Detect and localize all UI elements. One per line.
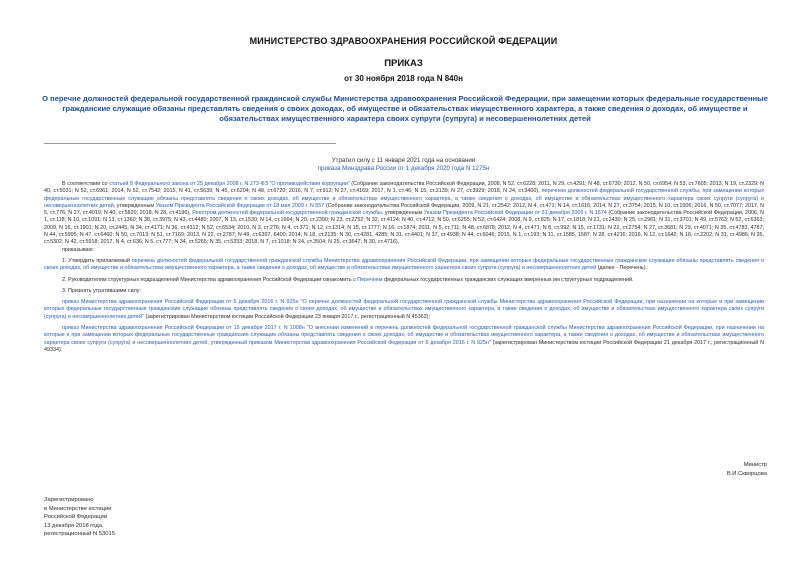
registration-line: регистрационный N 53015 — [44, 531, 115, 538]
item-2: 2. Руководителям структурных подразделений Министерства здравоохранения Российской Федерации ознакомить с Перечнем федеральных государственных гражданских служащих вверенных им структурных подразделений. — [62, 276, 634, 283]
perechen-link[interactable]: перечнем должностей федеральной государственной службы, при замещении которых федеральные государственные служащие обязаны представлять сведения о своих доходах, об имуществе и обязательствах имущественного характера, а также сведения о доходах, об имуществе и обязательствах имущественного характера своих супруги (супруга) и несовершеннолетних детей — [44, 188, 764, 209]
document-date-number: от 30 ноября 2018 года N 840н — [344, 74, 463, 83]
reestr-link[interactable]: Реестром должностей федеральной государственной гражданской службы — [192, 210, 382, 217]
registration-line: Зарегистрировано — [44, 497, 94, 503]
signatory-name: В.И.Скворцова — [726, 470, 767, 477]
document-body — [44, 181, 764, 354]
law-273-fz-link[interactable]: статьей 8 Федерального закона от 25 декабря 2008 г. N 273-ФЗ "О противодействии коррупции" — [109, 181, 350, 187]
registration-block — [44, 496, 115, 539]
prikazyvayu-text: приказываю: — [62, 246, 95, 253]
item-3b: приказ Министерства здравоохранения Российской Федерации от 15 декабря 2017 г. N 1008н "О внесении изменений в перечень должностей федеральной государственной гражданской службы Министерства здравоохранения Российской Федерации, при назначении на которые и при замещении которых федеральные государственные гражданские служащие обязаны представлять сведения о своих доходах, об имуществе и обязательствах имущественного характера, а также сведения о доходах, об имуществе и обязательствах имущественного характера своих супруги (супруга) и несовершеннолетних детей, утвержденный приказом Министерства здравоохранения Российской Федерации от 6 декабря 2016 г. N 925н" (зарегистрирован Министерством юстиции Российской Федерации 21 декабря 2017 г., регистрационный N 49334). — [44, 325, 764, 353]
ukaz-557-link[interactable]: Указом Президента Российской Федерации от 18 мая 2009 г. N 557 — [155, 202, 325, 209]
registration-line: 13 декабря 2018 года, — [44, 522, 104, 529]
approved-list-link[interactable]: перечень должностей федеральной государственной гражданской службы Министерства здравоохранения Российской Федерации, при замещении которых федеральные государственные гражданские служащие обязаны представлять сведения о своих доходах, об имуществе и обязательствах имущественного характера, а также сведения о доходах, об имуществе и обязательствах имущественного характера своих супруги (супруга) и несовершеннолетних детей — [44, 257, 764, 272]
item-3a: приказ Министерства здравоохранения Российской Федерации от 6 декабря 2016 г. N 925н "О перечне должностей федеральной государственной гражданской службы Министерства здравоохранения Российской Федерации, при назначении на которые и при замещении которых федеральные государственные гражданские служащие обязаны представлять сведения о своих доходах, об имуществе и обязательствах имущественного характера, а также сведения о доходах, об имуществе и обязательствах имущественного характера своих супруги (супруга) и несовершеннолетних детей" (зарегистрирован Министерством юстиции Российской Федерации 23 января 2017 г., регистрационный N 45362); — [44, 299, 764, 320]
order-925n-link[interactable]: приказ Министерства здравоохранения Российской Федерации от 6 декабря 2016 г. N 925н "О перечне должностей федеральной государственной гражданской службы Министерства здравоохранения Российской Федерации, при назначении на которые и при замещении которых федеральные государственные гражданские служащие обязаны представлять сведения о своих доходах, об имуществе и обязательствах имущественного характера, а также сведения о доходах, об имуществе и обязательствах имущественного характера своих супруги (супруга) и несовершеннолетних детей" — [44, 299, 764, 320]
order-1008n-link[interactable]: приказ Министерства здравоохранения Российской Федерации от 15 декабря 2017 г. N 1008н "О внесении изменений в перечень должностей федеральной государственной гражданской службы Министерства здравоохранения Российской Федерации, при назначении на которые и при замещении которых федеральные государственные гражданские служащие обязаны представлять сведения о своих доходах, об имуществе и обязательствах имущественного характера, а также сведения о доходах, об имуществе и обязательствах имущественного характера своих супруги (супруга) и несовершеннолетних детей, утвержденный приказом Министерства здравоохранения Российской Федерации от 6 декабря 2016 г. N 925н" — [44, 325, 764, 346]
registration-line: Российской Федерации — [44, 514, 108, 521]
item-1: 1. Утвердить прилагаемый перечень должностей федеральной государственной гражданской службы Министерства здравоохранения Российской Федерации, при замещении которых федеральные государственные гражданские служащие обязаны представлять сведения о своих доходах, об имуществе и обязательствах имущественного характера, а также сведения о доходах, об имуществе и обязательствах имущественного характера своих супруги (супруга) и несовершеннолетних детей (далее - Перечень). — [44, 257, 764, 272]
document-type: ПРИКАЗ — [384, 58, 423, 69]
ukaz-1574-link[interactable]: Указом Президента Российской Федерации от 31 декабря 2005 г. N 1574 — [423, 210, 607, 217]
perechen-ref-link[interactable]: Перечнем — [357, 276, 383, 283]
ministry-heading: МИНИСТЕРСТВО ЗДРАВООХРАНЕНИЯ РОССИЙСКОЙ ФЕДЕРАЦИИ — [249, 36, 558, 46]
repeal-order-link[interactable]: приказа Минздрава России от 1 декабря 2020 года N 1275н — [317, 165, 490, 172]
item-3: 3. Признать утратившими силу: — [62, 287, 141, 294]
divider — [44, 143, 336, 144]
status-text: Утратил силу с 11 января 2021 года на основании — [331, 157, 476, 164]
signatory-role: Министр — [743, 462, 767, 468]
registration-line: в Министерстве юстиции — [44, 505, 112, 512]
preamble-paragraph: В соответствии со статьей 8 Федерального закона от 25 декабря 2008 г. N 273-ФЗ "О противодействии коррупции" (Собрание законодательства Российской Федерации, 2008, N 52, ст.6228; 2011, N 29, ст.4291; N 48, ст.6730; 2012, N 50, ст.6954; N 53, ст.7605; 2013, N 19, ст.2329; N 40, ст.5031; N 52, ст.6961; 2014, N 52, ст.7542; 2015, N 41, ст.5639; N 45, ст.6204; N 48, ст.6720; 2016, N 7, ст.912; N 27, ст.4169; 2017, N 1, ст.46; N 15, ст.2139; N 27, ст.3929; 2018, N 24, ст.3400), перечнем должностей федеральной государственной службы, при замещении которых федеральные государственные служащие обязаны представлять сведения о своих доходах, об имуществе и обязательствах имущественного характера, а также сведения о доходах, об имуществе и обязательствах имущественного характера своих супруги (супруга) и несовершеннолетних детей, утвержденным Указом Президента Российской Федерации от 18 мая 2009 г. N 557 (Собрание законодательства Российской Федерации, 2009, N 21, ст.2542; 2012, N 4, ст.471; N 14, ст.1616; 2014, N 27, ст.3754; 2015, N 10, ст.1506; 2016, N 50, ст.7077; 2017, N 5, ст.776; N 27, ст.4019; N 40, ст.5820; 2018, N 28, ст.4196), Реестром должностей федеральной государственной гражданской службы, утвержденным Указом Президента Российской Федерации от 31 декабря 2005 г. N 1574 (Собрание законодательства Российской Федерации, 2006, N 1, ст.118; N 10, ст.1091; N 13, ст.1360; N 38, ст.3975; N 43, ст.4480; 2007, N 13, ст.1530; N 14, ст.1664; N 20, ст.2390; N 23, ст.2752; N 32, ст.4124; N 40, ст.4712; N 50, ст.6255; N 52, ст.6424; 2008, N 9, ст.825; N 17, ст.1818; N 21, ст.2430; N 25, ст.2961; N 31, ст.3701; N 49, ст.5763; N 52, ст.6363; 2009, N 16, ст.1901; N 20, ст.2445; N 34, ст.4171; N 36, ст.4312; N 52, ст.6534; 2010, N 3, ст.276; N 4, ст.371; N 12, ст.1314; N 15, ст.1777; N 16, ст.1874; 2011, N 5, ст.711; N 48, ст.6878; 2012, N 4, ст.471; N 8, ст.992; N 15, ст.1731; N 22, ст.2754; N 27, ст.3681; N 29, ст.4071; N 35, ст.4783, 4787; N 44, ст.5995; N 47, ст.6460; N 50, ст.7013; N 51, ст.7169; 2013, N 22, ст.2787; N 49, ст.6397, 6400; 2014, N 18, ст.2135; N 30, ст.4281, 4285; N 31, ст.4401; N 37, ст.4938; N 44, ст.6046; 2015, N 1, ст.193; N 11, ст.1585, 1587; N 28, ст.4216; 2016, N 12, ст.1642; N 16, ст.2202; N 31, ст.4986; N 35, ст.5302; N 42, ст.5918; 2017, N 4, ст.636; N 5, ст.777; N 34, ст.5265; N 35, ст.5333; 2018, N 7, ст.1018; N 24, ст.3504; N 25, ст.3647; N 30, ст.4716), — [44, 181, 764, 246]
document-title: О перечне должностей федеральной государственной гражданской службы Министерства здравоохранения Российской Федерации, при замещении которых федеральные государственные гражданские служащие обязаны представлять сведения о своих доходах, об имуществе и обязательствах имущественного характера, а также сведения о доходах, об имуществе и обязательствах имущественного характера своих супруги (супруга) и несовершеннолетних детей — [42, 94, 768, 123]
signature-block — [727, 461, 767, 478]
status-note — [0, 157, 807, 173]
